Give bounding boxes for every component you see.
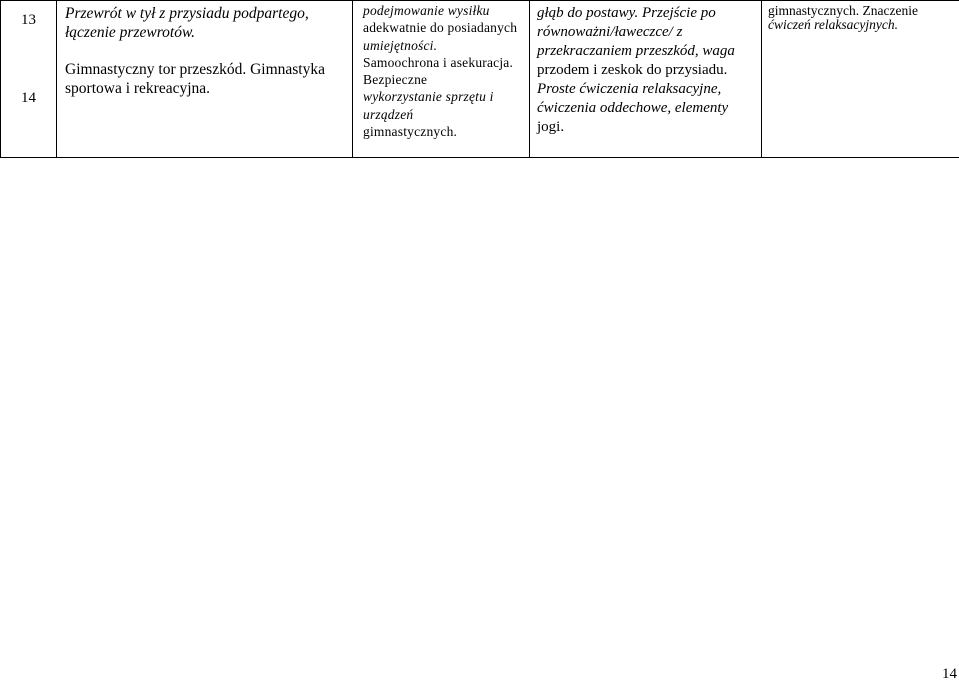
notes-line-2: ćwiczeń relaksacyjnych. <box>768 17 898 32</box>
skills-line-3: umiejętności. <box>363 37 438 53</box>
skills-line-5: wykorzystanie sprzętu i urządzeń <box>363 89 494 122</box>
content-cell <box>530 1 762 158</box>
content-line-4: jogi. <box>537 119 565 135</box>
skills-line-4: Samoochrona i asekuracja. Bezpieczne <box>363 54 514 88</box>
skills-line-6: gimnastycznych. <box>363 124 458 140</box>
lesson-number-14: 14 <box>21 90 36 106</box>
lesson-number-13: 13 <box>21 12 36 28</box>
content-line-2: przodem i zeskok do przysiadu. <box>537 62 728 78</box>
lesson-number-cell <box>1 1 57 158</box>
lesson-table <box>0 0 959 158</box>
skills-line-2: adekwatnie do posiadanych <box>363 20 518 36</box>
topic-cell <box>57 1 353 158</box>
notes-line-1: gimnastycznych. Znaczenie <box>768 3 918 18</box>
table-row <box>1 1 959 158</box>
content-line-1: głąb do postawy. Przejście po równoważni/ławeczce/ z przekraczaniem przeszkód, waga <box>537 5 735 59</box>
page-number: 14 <box>942 666 957 682</box>
content-line-3: Proste ćwiczenia relaksacyjne, ćwiczenia oddechowe, elementy <box>537 81 729 116</box>
topic-14 <box>65 61 348 98</box>
skills-line-1: podejmowanie wysiłku <box>363 3 490 18</box>
topic-14-main: Gimnastyczny tor przeszkód. <box>65 61 247 78</box>
topic-13: Przewrót w tył z przysiadu podpartego, łączenie przewrotów. <box>65 5 309 41</box>
topic-14-rest: Gimnastyka sportowa i rekreacyjna. <box>65 61 325 97</box>
notes-cell <box>762 1 959 158</box>
skills-cell <box>353 1 530 158</box>
